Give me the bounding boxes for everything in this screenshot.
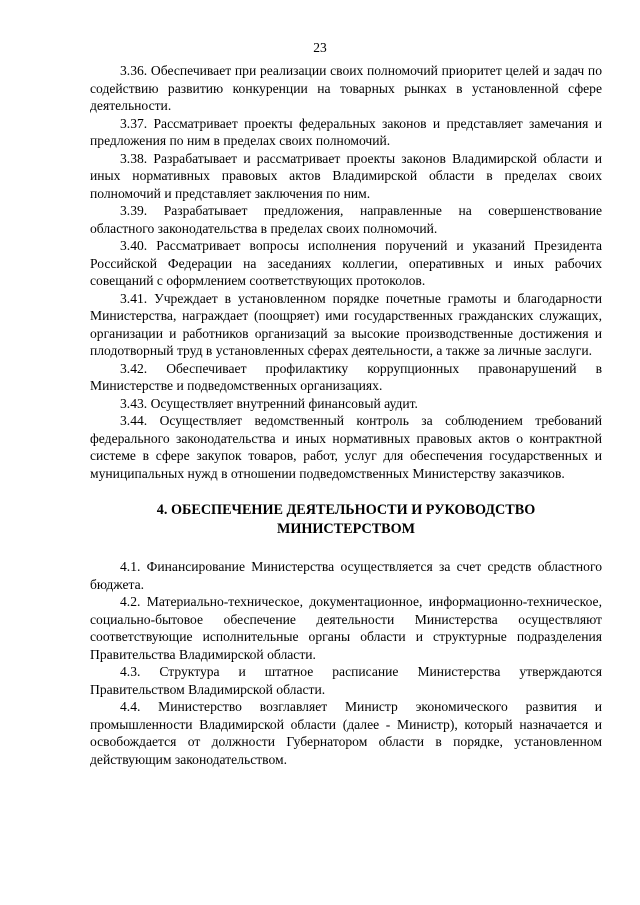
section-heading: 4. ОБЕСПЕЧЕНИЕ ДЕЯТЕЛЬНОСТИ И РУКОВОДСТВО МИНИСТЕРСТВОМ [156, 502, 536, 537]
paragraph-4-3: 4.3. Структура и штатное расписание Министерства утверждаются Правительством Владимирской области. [90, 664, 602, 697]
paragraph-3-40: 3.40. Рассматривает вопросы исполнения поручений и указаний Президента Российской Федерации на заседаниях коллегии, оперативных и иных рабочих совещаний с оформлением соответствующих протоколов. [90, 238, 602, 288]
paragraph-3-36: 3.36. Обеспечивает при реализации своих полномочий приоритет целей и задач по содействию развитию конкуренции на товарных рынках в установленной сфере деятельности. [90, 63, 602, 113]
document-body [90, 62, 602, 768]
paragraph-4-4: 4.4. Министерство возглавляет Министр экономического развития и промышленности Владимирской области (далее - Министр), который назначается и освобождается от должности Губернатором области в порядке, установленном действующим законодательством. [90, 699, 602, 767]
paragraph-3-38: 3.38. Разрабатывает и рассматривает проекты законов Владимирской области и иных нормативных правовых актов Владимирской области в пределах своих полномочий и представляет заключения по ним. [90, 150, 602, 201]
paragraph-3-39: 3.39. Разрабатывает предложения, направленные на совершенствование областного законодательства в пределах своих полномочий. [90, 203, 602, 236]
paragraph-3-37: 3.37. Рассматривает проекты федеральных законов и представляет замечания и предложения по ним в пределах своих полномочий. [90, 115, 602, 148]
paragraph-3-41: 3.41. Учреждает в установленном порядке почетные грамоты и благодарности Министерства, награждает (поощряет) ими государственных гражданских служащих, организации и работников организаций за высокие производственные достижения и плодотворный труд в установленных сферах деятельности, а также за личные заслуги. [90, 290, 602, 358]
paragraph-4-1: 4.1. Финансирование Министерства осуществляется за счет средств областного бюджета. [90, 559, 602, 592]
paragraph-3-44: 3.44. Осуществляет ведомственный контроль за соблюдением требований федерального законодательства и иных нормативных правовых актов о контрактной системе в сфере закупок товаров, работ, услуг для обеспечения государственных и муниципальных нужд в отношении подведомственных Министерству заказчиков. [90, 413, 602, 481]
paragraph-3-43: 3.43. Осуществляет внутренний финансовый аудит. [120, 395, 418, 411]
paragraph-4-2: 4.2. Материально-техническое, документационное, информационно-техническое, социально-бытовое обеспечение деятельности Министерства осуществляют соответствующие исполнительные органы области и структурные подразделения Правительства Владимирской области. [90, 594, 602, 662]
page-number: 23 [313, 40, 327, 55]
paragraph-3-42: 3.42. Обеспечивает профилактику коррупционных правонарушений в Министерстве и подведомственных организациях. [90, 360, 602, 393]
